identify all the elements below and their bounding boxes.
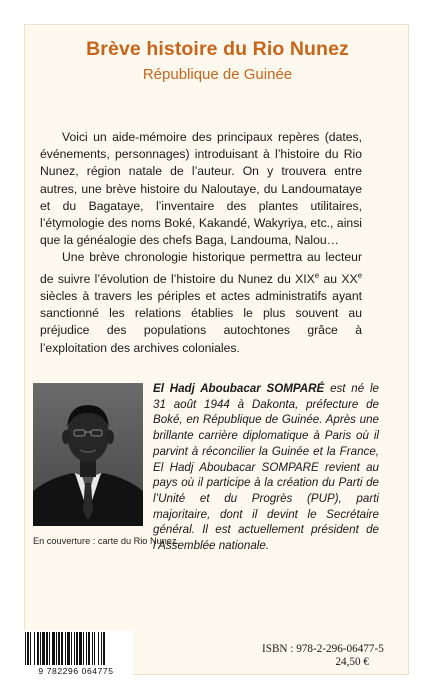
barcode-bar (94, 632, 95, 665)
barcode-bar (40, 632, 41, 665)
barcode-bar (58, 632, 60, 665)
barcode-bar (74, 632, 75, 665)
barcode-bar (76, 632, 78, 665)
description-paragraph-1: Voici un aide-mémoire des principaux repères (dates, événements, personnages) introduisant à l’histoire du Rio Nunez, région natale de l’auteur. On y trouvera entre autres, une brève histoire du Naloutaye, du Landoumataye et du Bagataye, l’inventaire des plantes utilitaires, l’étymologie des noms Boké, Kakandé, Wakyriya, etc., ainsi que la généalogie des chefs Baga, Landouma, Nalou… (40, 130, 362, 248)
book-title: Brève histoire du Rio Nunez (86, 38, 349, 60)
price: 24,50 € (335, 656, 369, 668)
barcode-bar (86, 632, 87, 665)
isbn-number: ISBN : 978-2-296-06477-5 (262, 643, 384, 655)
barcode-bar (56, 632, 57, 665)
barcode-bar (52, 632, 55, 665)
barcode-bar (103, 632, 105, 665)
cover-credit: En couverture : carte du Rio Nunez. (33, 536, 180, 546)
barcode-bar (92, 632, 93, 665)
author-bio-text: est né le 31 août 1944 à Dakonta, préfecture de Boké, en République de Guinée. Après une brillante carrière diplomatique à Paris où il parvint à réconcilier la Guinée et la France, El Hadj Aboubacar SOMPARE revient au pays où il participe à la création du Parti de l’Unité et du Progrès (PUP), parti majoritaire, dont il devint le Secrétaire général. Il est actuellement président de l’Assemblée nationale. (153, 382, 379, 553)
barcode-bar (61, 632, 63, 665)
barcode-bar (46, 632, 48, 665)
barcode-bar (98, 632, 99, 665)
barcode-bar (83, 632, 84, 665)
barcode-bar (25, 632, 26, 665)
barcode-bar (88, 632, 90, 665)
isbn-barcode (19, 630, 133, 676)
barcode-bar (101, 632, 102, 665)
barcode-bar (49, 632, 50, 665)
description-text (40, 129, 362, 357)
barcode-bar (67, 632, 70, 665)
barcode-bar (42, 632, 45, 665)
barcode-bar (71, 632, 72, 665)
barcode-digits: 9 782296 064775 (38, 666, 114, 676)
barcode-bar (34, 632, 35, 665)
barcode-bar (37, 632, 39, 665)
barcode-bar (27, 632, 29, 665)
author-photo (33, 383, 143, 526)
author-bio (153, 381, 379, 554)
description-paragraph-2: Une brève chronologie historique permettra au lecteur de suivre l’évolution de l’histoire du Nunez du XIXe au XXe siècles à travers les périples et actes administratifs ayant sanctionné les relations établies le plus souvent au préjudice des populations autochtones grâce à l’exploitation des archives coloniales. (40, 250, 362, 355)
barcode-bar (79, 632, 82, 665)
author-portrait-image (33, 383, 143, 526)
barcode-bar (65, 632, 66, 665)
book-subtitle: République de Guinée (142, 66, 293, 83)
author-name: El Hadj Aboubacar SOMPARÉ (153, 382, 325, 395)
barcode-bar (30, 632, 31, 665)
